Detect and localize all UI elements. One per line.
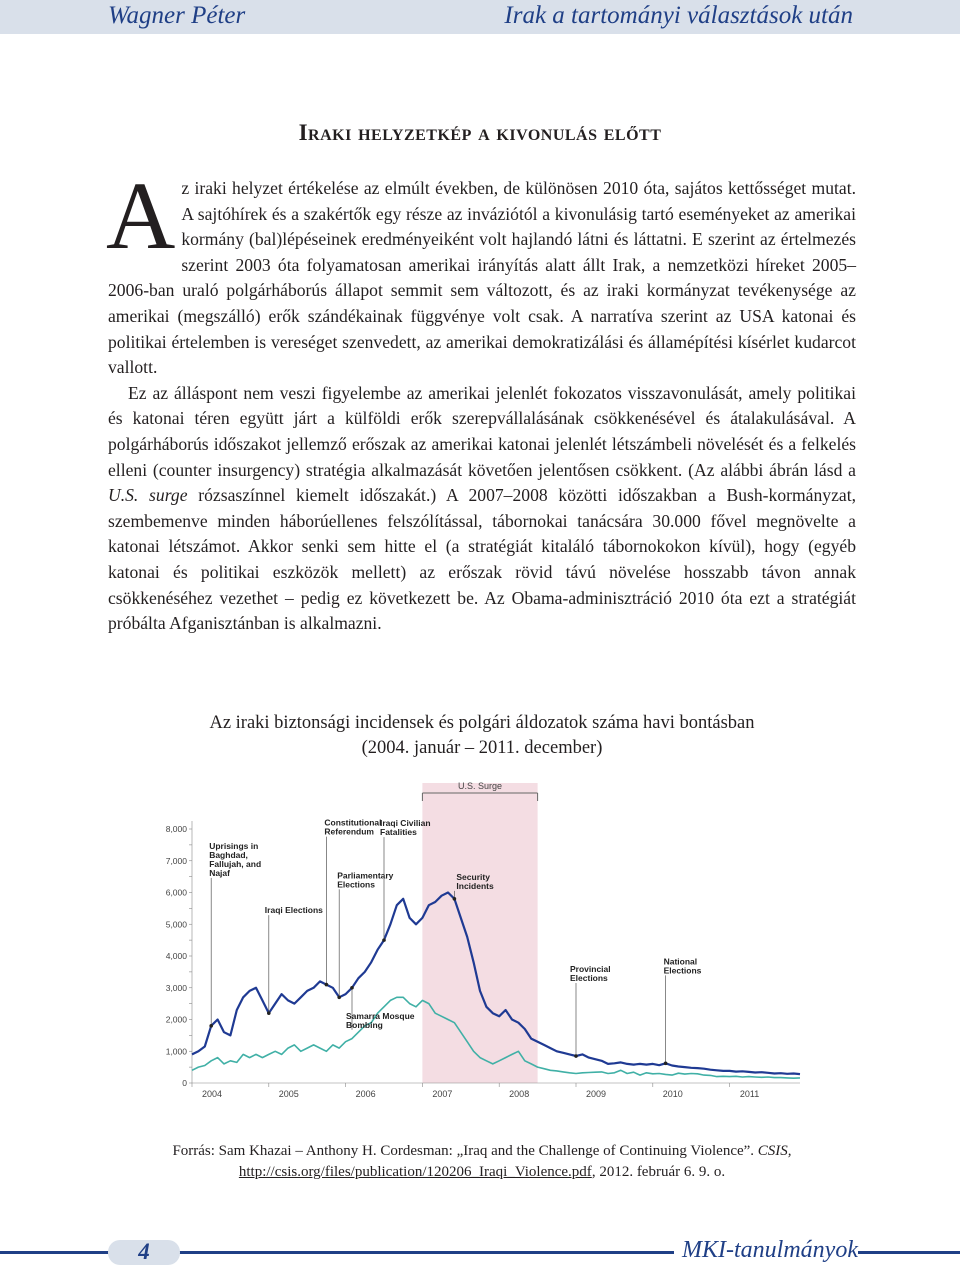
paragraph-2-text-a: Ez az álláspont nem veszi figyelembe az amerikai jelenlét fokozatos visszavonulását, amely politikai és katonai téren együtt járt a külföldi erők szerepvállalásának csökkenésével és átalakulásával. A polgárháborús időszakot jellemző erőszak az amerikai katonai jelenlét létszámbeli növelését és a felkelés elleni (counter insurgency) stratégia alkalmazását követően jelentősen csökkent. (Az alábbi ábrán lásd a	[108, 382, 856, 480]
y-tick-label: 0	[182, 1078, 187, 1088]
y-tick-label: 5,000	[165, 919, 187, 930]
annotation-point	[574, 1054, 578, 1058]
annotation-label: Iraqi Civilian Fatalities	[380, 818, 431, 838]
figure-source	[108, 1141, 856, 1183]
surge-band	[422, 783, 537, 1083]
x-tick-label: 2007	[432, 1089, 453, 1099]
header-author: Wagner Péter	[108, 2, 246, 29]
surge-label: U.S. Surge	[457, 781, 503, 791]
page-number: 4	[138, 1239, 150, 1264]
annotation-label: Provincial Elections	[570, 964, 611, 984]
annotation-label: Security Incidents	[456, 871, 494, 891]
paragraph-2-text-b: rózsaszínnel kiemelt időszakát.) A 2007–2008 közötti időszakban a Bush-kormányzat, szembemenve minden háborúellenes felszólítással, tábornokai tanácsára 30.000 fővel megnövelte a katonai létszámot. Akkor senki sem hitte el (a stratégiát kitaláló tábornokokon kívül), hogy (egyéb katonai és politikai eszközök mellett) az erőszak rövid távú növelése hosszabb távon annak csökkenéséhez vezethet – pedig ez következett be. Az Obama-adminisztráció 2010 óta ezt a stratégiát próbálta Afganisztánban is alkalmazni.	[108, 485, 856, 634]
y-tick-label: 4,000	[165, 951, 187, 961]
annotation-point	[350, 986, 354, 990]
paragraph-1-text: z iraki helyzet értékelése az elmúlt években, de különösen 2010 óta, sajátos kettősséget mutat. A sajtóhírek és a szakértők egy része az inváziótól a kivonulásig tartó eseményeket az amerikai kormány (bal)lépéseinek eredményeiként volt hajlandó látni és láttatni. E szerint az értelmezés szerint 2003 óta folyamatosan amerikai irányítás alatt állt Irak, a nemzetközi híreket 2005–2006-ban uraló polgárháborús állapot semmit sem változott, és az iraki kormányzat tevékenysége az amerikai (megszálló) erők szándékainak függvénye volt csak. A narratíva szerint az USA katonai és politikai értelemben is vereséget szenvedett, az amerikai demokratizálási és államépítési kísérlet kudarcot vallott.	[108, 178, 856, 378]
annotation-point	[267, 1011, 271, 1015]
annotation-label: Samarra Mosque Bombing	[346, 1010, 415, 1030]
annotation-label: Parliamentary Elections	[337, 870, 394, 890]
drop-cap: A	[106, 162, 176, 269]
y-tick-label: 8,000	[165, 824, 187, 834]
annotation-point	[453, 897, 457, 901]
y-tick-label: 7,000	[165, 855, 187, 866]
figure-caption-line-1: Az iraki biztonsági incidensek és polgári áldozatok száma havi bontásban	[209, 713, 755, 733]
y-tick-label: 6,000	[165, 887, 187, 898]
source-link[interactable]: http://csis.org/files/publication/120206_Iraqi_Violence.pdf	[238, 1164, 592, 1180]
annotation-label: Uprisings in Baghdad, Fallujah, and Najaf	[209, 840, 262, 878]
x-tick-label: 2008	[509, 1089, 530, 1099]
y-tick-label: 1,000	[165, 1046, 187, 1057]
x-tick-label: 2005	[278, 1089, 299, 1099]
source-date: , 2012. február 6. 9. o.	[591, 1164, 726, 1180]
header-title: Irak a tartományi választások után	[504, 2, 853, 29]
annotation-label: Constitutional Referendum	[324, 817, 382, 837]
x-tick-label: 2009	[585, 1089, 607, 1099]
x-tick-label: 2004	[201, 1089, 223, 1099]
footer	[0, 1237, 960, 1265]
incidents-chart-svg	[160, 771, 810, 1116]
annotation-point	[382, 938, 386, 942]
x-tick-label: 2010	[662, 1089, 683, 1099]
article-body	[106, 162, 856, 637]
x-tick-label: 2011	[739, 1089, 760, 1099]
figure-caption-line-2: (2004. január – 2011. december)	[361, 738, 603, 758]
paragraph-2-emphasis: U.S. surge	[108, 485, 188, 506]
paragraph-2	[108, 381, 856, 637]
annotation-point	[209, 1024, 213, 1028]
annotation-point	[664, 1062, 668, 1066]
annotation-label: Iraqi Elections	[264, 905, 323, 916]
incidents-chart	[160, 771, 810, 1116]
annotation-label: National Elections	[663, 956, 702, 976]
running-header	[0, 0, 960, 34]
source-publisher: CSIS,	[757, 1143, 792, 1159]
annotation-point	[325, 983, 329, 987]
y-tick-label: 2,000	[165, 1014, 187, 1025]
journal-name: MKI-tanulmányok	[674, 1237, 858, 1264]
paragraph-1	[106, 162, 856, 381]
x-tick-label: 2006	[355, 1089, 376, 1099]
annotation-point	[337, 995, 341, 999]
source-text: Forrás: Sam Khazai – Anthony H. Cordesman: „Iraq and the Challenge of Continuing Violence”.	[172, 1143, 758, 1159]
figure-caption	[108, 711, 856, 761]
y-tick-label: 3,000	[165, 982, 187, 993]
section-title: Iraki helyzetkép a kivonulás előtt	[298, 120, 662, 145]
